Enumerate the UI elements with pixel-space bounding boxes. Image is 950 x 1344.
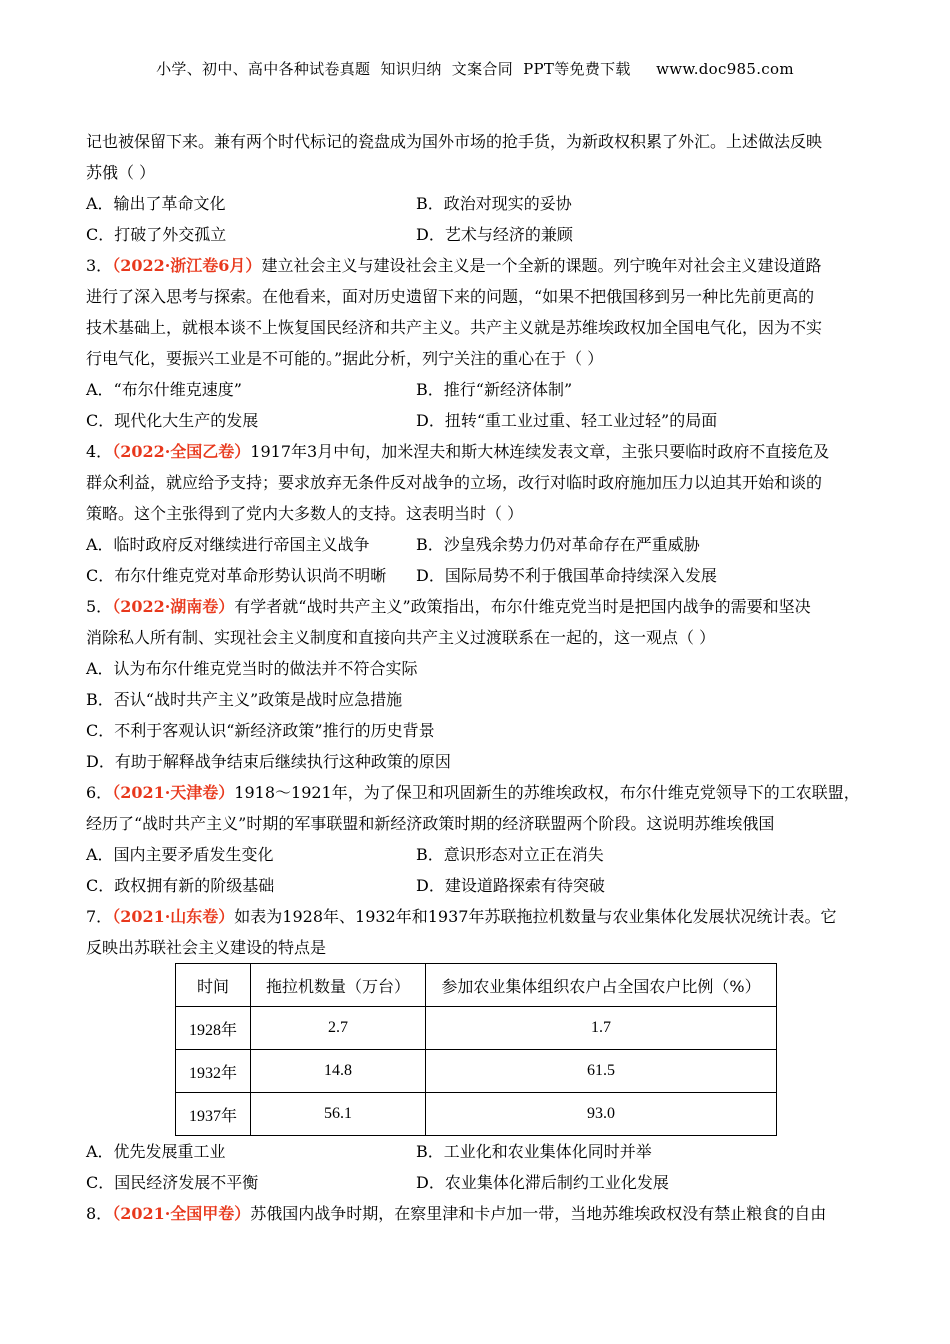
question-text-line — [86, 901, 876, 932]
option-row — [86, 219, 876, 250]
table-cell: 1937年 — [176, 1093, 251, 1136]
option-c: C．不利于客观认识“新经济政策”推行的历史背景 — [86, 721, 435, 740]
option-d: D．艺术与经济的兼顾 — [416, 225, 573, 244]
option-b: B．工业化和农业集体化同时并举 — [416, 1142, 652, 1161]
question-text-line — [86, 250, 876, 281]
option-d: D．扭转“重工业过重、轻工业过轻”的局面 — [416, 411, 718, 430]
question-source: （2021·全国甲卷） — [112, 1204, 251, 1223]
question-content — [86, 126, 876, 1229]
table-header-row — [176, 964, 777, 1007]
question-text: 1918～1921年，为了保卫和巩固新生的苏维埃政权，布尔什维克党领导下的工农联盟， — [234, 783, 860, 802]
question-source: （2021·山东卷） — [112, 907, 235, 926]
table-cell: 93.0 — [426, 1093, 777, 1136]
question-text: 1917年3月中旬，加米涅夫和斯大林连续发表文章，主张只要临时政府不直接危及 — [250, 442, 830, 461]
option-row — [86, 188, 876, 219]
option-a: A．临时政府反对继续进行帝国主义战争 — [86, 535, 370, 554]
question-number: 6． — [86, 783, 113, 802]
question-4 — [86, 436, 876, 591]
table-row — [176, 1007, 777, 1050]
statistics-table — [175, 963, 777, 1136]
option-c: C．打破了外交孤立 — [86, 225, 227, 244]
table-row — [176, 1050, 777, 1093]
option-d: D．建设道路探索有待突破 — [416, 876, 605, 895]
question-8 — [86, 1198, 876, 1229]
question-number: 7． — [86, 907, 113, 926]
table-cell: 2.7 — [251, 1007, 426, 1050]
option-row — [86, 839, 876, 870]
question-text-line: 进行了深入思考与探索。在他看来，面对历史遗留下来的问题，“如果不把俄国移到另一种比先前更高的 — [86, 287, 815, 306]
question-text-line: 策略。这个主张得到了党内大多数人的支持。这表明当时（ ） — [86, 504, 524, 523]
option-row — [86, 529, 876, 560]
table-cell: 1928年 — [176, 1007, 251, 1050]
option-row — [86, 1167, 876, 1198]
question-6 — [86, 777, 876, 901]
question-text: 建立社会主义与建设社会主义是一个全新的课题。列宁晚年对社会主义建设道路 — [261, 256, 822, 275]
table-cell: 1.7 — [426, 1007, 777, 1050]
option-a: A．国内主要矛盾发生变化 — [86, 845, 274, 864]
question-source: （2021·天津卷） — [112, 783, 235, 802]
table-cell: 61.5 — [426, 1050, 777, 1093]
table-row — [176, 1093, 777, 1136]
question-number: 8． — [86, 1204, 113, 1223]
question-5 — [86, 591, 876, 777]
option-row — [86, 405, 876, 436]
option-row — [86, 1136, 876, 1167]
question-text-line: 消除私人所有制、实现社会主义制度和直接向共产主义过渡联系在一起的，这一观点（ ） — [86, 628, 716, 647]
question-source: （2022·全国乙卷） — [112, 442, 251, 461]
question-7 — [86, 901, 876, 1198]
table-header-cell: 参加农业集体组织农户占全国农户比例（%） — [426, 964, 777, 1007]
question-3 — [86, 250, 876, 436]
option-c: C．国民经济发展不平衡 — [86, 1173, 259, 1192]
option-b: B．政治对现实的妥协 — [416, 194, 572, 213]
question-number: 4． — [86, 442, 113, 461]
option-d: D．农业集体化滞后制约工业化发展 — [416, 1173, 669, 1192]
option-d: D．国际局势不利于俄国革命持续深入发展 — [416, 566, 717, 585]
option-c: C．现代化大生产的发展 — [86, 411, 259, 430]
question-text-line: 记也被保留下来。兼有两个时代标记的瓷盘成为国外市场的抢手货，为新政权积累了外汇。上述做法反映 — [86, 132, 823, 151]
table-cell: 56.1 — [251, 1093, 426, 1136]
question-text: 如表为1928年、1932年和1937年苏联拖拉机数量与农业集体化发展状况统计表。它 — [234, 907, 837, 926]
question-text-line — [86, 777, 876, 808]
question-2 — [86, 126, 876, 250]
question-number: 5． — [86, 597, 113, 616]
option-a: A．“布尔什维克速度” — [86, 380, 242, 399]
option-a: A．优先发展重工业 — [86, 1142, 226, 1161]
option-c: C．布尔什维克党对革命形势认识尚不明晰 — [86, 566, 387, 585]
option-row — [86, 374, 876, 405]
table-header-cell: 拖拉机数量（万台） — [251, 964, 426, 1007]
table-header-cell: 时间 — [176, 964, 251, 1007]
question-text: 有学者就“战时共产主义”政策指出，布尔什维克党当时是把国内战争的需要和坚决 — [234, 597, 811, 616]
option-b: B．意识形态对立正在消失 — [416, 845, 604, 864]
question-source: （2022·湖南卷） — [112, 597, 235, 616]
table-cell: 14.8 — [251, 1050, 426, 1093]
question-text-line: 行电气化，要振兴工业是不可能的。”据此分析，列宁关注的重心在于（ ） — [86, 349, 604, 368]
question-text-line — [86, 591, 876, 622]
question-text-line: 群众利益，就应给予支持；要求放弃无条件反对战争的立场，改行对临时政府施加压力以迫其开始和谈的 — [86, 473, 823, 492]
question-text-line — [86, 1198, 876, 1229]
question-text-line: 经历了“战时共产主义”时期的军事联盟和新经济政策时期的经济联盟两个阶段。这说明苏维埃俄国 — [86, 814, 775, 833]
question-text: 苏俄国内战争时期，在察里津和卡卢加一带，当地苏维埃政权没有禁止粮食的自由 — [250, 1204, 827, 1223]
question-text-line — [86, 436, 876, 467]
option-a: A．输出了革命文化 — [86, 194, 226, 213]
question-source: （2022·浙江卷6月） — [112, 256, 262, 275]
option-b: B．否认“战时共产主义”政策是战时应急措施 — [86, 690, 403, 709]
option-row — [86, 870, 876, 901]
table-cell: 1932年 — [176, 1050, 251, 1093]
question-number: 3． — [86, 256, 113, 275]
option-b: B．推行“新经济体制” — [416, 380, 573, 399]
question-text-line: 反映出苏联社会主义建设的特点是 — [86, 938, 327, 957]
option-b: B．沙皇残余势力仍对革命存在严重威胁 — [416, 535, 700, 554]
option-a: A．认为布尔什维克党当时的做法并不符合实际 — [86, 659, 418, 678]
option-row — [86, 560, 876, 591]
option-d: D．有助于解释战争结束后继续执行这种政策的原因 — [86, 752, 451, 771]
page-header: 小学、初中、高中各种试卷真题 知识归纳 文案合同 PPT等免费下载 www.doc985.com — [156, 60, 794, 78]
question-text-line: 技术基础上，就根本谈不上恢复国民经济和共产主义。共产主义就是苏维埃政权加全国电气化，因为不实 — [86, 318, 823, 337]
option-c: C．政权拥有新的阶级基础 — [86, 876, 275, 895]
question-text-line: 苏俄（ ） — [86, 163, 156, 182]
